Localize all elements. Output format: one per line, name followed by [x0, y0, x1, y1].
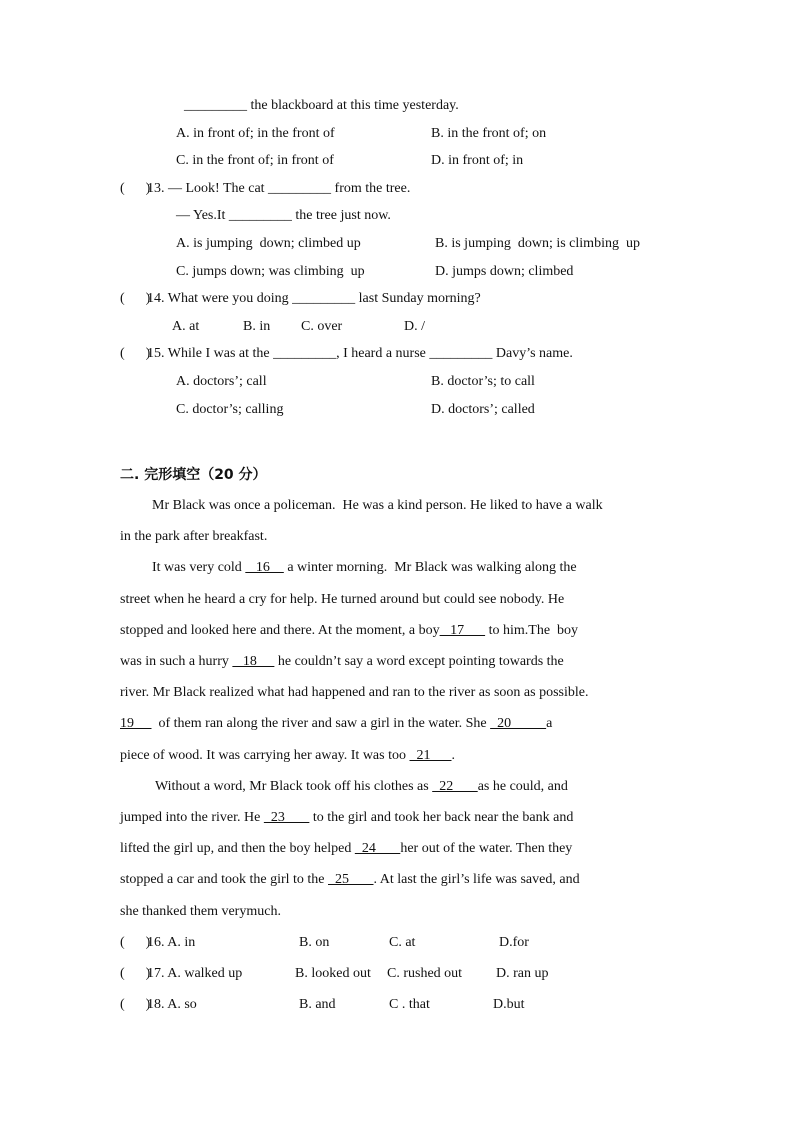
passage-line: Mr Black was once a policeman. He was a kind person. He liked to have a walk: [152, 498, 603, 513]
passage-line: she thanked them verymuch.: [120, 904, 281, 919]
blank-21[interactable]: 21: [409, 748, 452, 763]
q14-option-c: C. over: [301, 319, 343, 334]
passage-line: street when he heard a cry for help. He turned around but could see nobody. He: [120, 592, 565, 607]
blank-18[interactable]: 18: [232, 654, 275, 669]
q16-option-d: D.for: [499, 935, 529, 950]
q12-stem: _________ the blackboard at this time yesterday.: [184, 98, 459, 113]
passage-line: stopped a car and took the girl to the 25 . At last the girl’s life was saved, and: [120, 872, 580, 887]
q17-option-d: D. ran up: [496, 966, 549, 981]
passage-line: It was very cold 16 a winter morning. Mr Black was walking along the: [152, 560, 577, 575]
blank-19[interactable]: 19: [120, 716, 152, 731]
q13-stem: 13. — Look! The cat _________ from the tree.: [147, 181, 411, 196]
q15-option-b: B. doctor’s; to call: [431, 374, 535, 389]
q14-option-d: D. /: [404, 319, 425, 334]
q18-option-a: 18. A. so: [147, 997, 197, 1012]
q15-answer-paren[interactable]: ( ): [120, 346, 151, 361]
blank-25[interactable]: 25: [328, 872, 374, 887]
blank-22[interactable]: 22: [432, 779, 478, 794]
q16-option-b: B. on: [299, 935, 330, 950]
passage-line: in the park after breakfast.: [120, 529, 268, 544]
q17-answer-paren[interactable]: ( ): [120, 966, 151, 981]
q14-stem: 14. What were you doing _________ last Sunday morning?: [147, 291, 481, 306]
q16-option-c: C. at: [389, 935, 416, 950]
q18-option-c: C . that: [389, 997, 430, 1012]
q18-option-d: D.but: [493, 997, 525, 1012]
passage-line: stopped and looked here and there. At the moment, a boy 17 to him.The boy: [120, 623, 579, 638]
passage-line: piece of wood. It was carrying her away. It was too 21 .: [120, 748, 455, 763]
passage-line: jumped into the river. He 23 to the girl and took her back near the bank and: [120, 810, 574, 825]
q13-stem-reply: — Yes.It _________ the tree just now.: [176, 208, 391, 223]
q15-option-d: D. doctors’; called: [431, 402, 535, 417]
q18-option-b: B. and: [299, 997, 336, 1012]
q12-option-c: C. in the front of; in front of: [176, 153, 334, 168]
q16-option-a: 16. A. in: [147, 935, 196, 950]
q15-stem: 15. While I was at the _________, I heard a nurse _________ Davy’s name.: [147, 346, 573, 361]
passage-line: was in such a hurry 18 he couldn’t say a word except pointing towards the: [120, 654, 564, 669]
q12-option-d: D. in front of; in: [431, 153, 524, 168]
passage-line: river. Mr Black realized what had happened and ran to the river as soon as possible.: [120, 685, 589, 700]
passage-line: 19 of them ran along the river and saw a girl in the water. She 20 a: [120, 716, 553, 731]
q13-option-c: C. jumps down; was climbing up: [176, 264, 365, 279]
blank-17[interactable]: 17: [439, 623, 486, 638]
q15-option-c: C. doctor’s; calling: [176, 402, 284, 417]
q14-option-a: A. at: [172, 319, 200, 334]
section-heading: 二. 完形填空（20 分）: [120, 467, 267, 483]
q14-option-b: B. in: [243, 319, 271, 334]
passage-line: lifted the girl up, and then the boy helped 24 her out of the water. Then they: [120, 841, 573, 856]
q17-option-b: B. looked out: [295, 966, 371, 981]
q17-option-c: C. rushed out: [387, 966, 463, 981]
q16-answer-paren[interactable]: ( ): [120, 935, 151, 950]
q17-option-a: 17. A. walked up: [147, 966, 243, 981]
blank-24[interactable]: 24: [354, 841, 401, 856]
blank-23[interactable]: 23: [263, 810, 310, 825]
q13-option-d: D. jumps down; climbed: [435, 264, 574, 279]
q13-option-b: B. is jumping down; is climbing up: [435, 236, 640, 251]
q13-answer-paren[interactable]: ( ): [120, 181, 151, 196]
q18-answer-paren[interactable]: ( ): [120, 997, 151, 1012]
blank-20[interactable]: 20: [490, 716, 547, 731]
passage-line: Without a word, Mr Black took off his clothes as 22 as he could, and: [155, 779, 568, 794]
q15-option-a: A. doctors’; call: [176, 374, 267, 389]
blank-16[interactable]: 16: [245, 560, 284, 575]
q14-answer-paren[interactable]: ( ): [120, 291, 151, 306]
q12-option-b: B. in the front of; on: [431, 126, 547, 141]
q13-option-a: A. is jumping down; climbed up: [176, 236, 361, 251]
q12-option-a: A. in front of; in the front of: [176, 126, 335, 141]
